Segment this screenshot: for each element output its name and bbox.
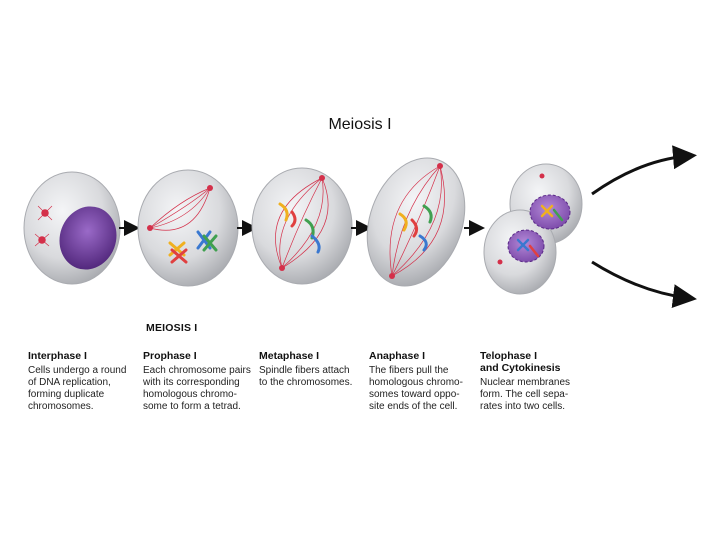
phase-anaphase <box>369 350 481 413</box>
nucleus <box>508 230 544 262</box>
arrow-icon <box>592 156 688 194</box>
phase-description: Nuclear membranes form. The cell sepa- rates into two cells. <box>480 377 571 412</box>
cell-metaphase <box>252 168 352 284</box>
cell-interphase <box>24 172 125 284</box>
phase-title: Anaphase I <box>369 350 426 362</box>
phase-prophase <box>143 350 255 413</box>
cell-anaphase <box>350 144 482 300</box>
section-heading: MEIOSIS I <box>146 322 198 334</box>
phase-description: Each chromosome pairs with its corresponding homologous chromo- some to form a tetrad. <box>143 365 251 412</box>
phase-description: The fibers pull the homologous chromo- somes toward oppo- site ends of the cell. <box>369 365 463 412</box>
phase-title: Interphase I <box>28 350 87 362</box>
phase-description: Cells undergo a round of DNA replication, forming duplicate chromosomes. <box>28 365 127 412</box>
phase-title: Prophase I <box>143 350 197 362</box>
arrow-icon <box>592 262 688 298</box>
phase-title: Telophase I and Cytokinesis <box>480 350 561 374</box>
phase-title: Metaphase I <box>259 350 320 362</box>
cell-prophase <box>138 170 238 286</box>
nucleus <box>530 195 570 229</box>
phase-telophase <box>480 350 592 413</box>
phase-metaphase <box>259 350 371 389</box>
cell-telophase <box>484 164 582 294</box>
slide-title: Meiosis I <box>328 116 392 133</box>
phase-description: Spindle fibers attach to the chromosomes. <box>259 365 353 388</box>
phase-interphase <box>28 350 140 413</box>
